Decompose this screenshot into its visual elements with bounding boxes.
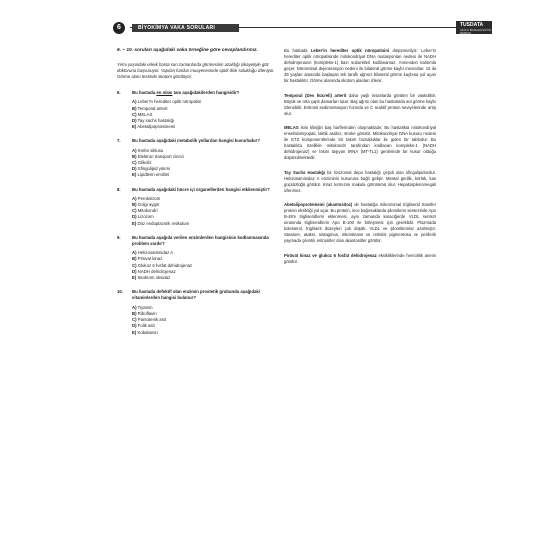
explanation-abetalipoproteinemia: Abetalipoproteinemi (akantositoz) de hastalığa mikrozomal trigliserid transfer protein eksikliği yol açar. Bu protein, ince bağırsaklarda şilomikron sentezinde Apo B-48'e trigliseridlerin eklenmesi, aynı zamanda karaciğerde VLDL sentezi sırasında trigliseridlerin Apo B-100 ile birleşmesi için gereklidir. Plazmada kolesterol, trigliserit düzeyleri çok düşük, VLDL ve şilomikronlar azalmıştır. Steatore, ataksi, nistagmus, inkontinans ve retinitis pigmentosa ve periferik yaymada çıkıntılı eritrositler olan akantositler görülür. (284, 201, 436, 244)
option-a: A) Krebs siklusu (132, 147, 164, 153)
option-a: A) Tiyamin (132, 304, 153, 310)
question-stem: Bu hastada aşağıdaki metabolik yollardan hangisi kusurludur? (132, 138, 260, 144)
question-6 (117, 90, 275, 130)
question-number: 8. (117, 186, 121, 192)
option-b: B) Riboflavin (132, 310, 157, 316)
option-e: E) Sitokrom oksidaz (132, 275, 171, 281)
option-c: C) MELAS (132, 111, 153, 117)
option-b: B) Pirüvat kinaz (132, 256, 163, 262)
option-e: E) Abetalipoproteinemi (132, 124, 176, 130)
explanation-melas: MELAS ismi kliniğin baş harflerinden oluşmaktadır. Bu hastalıkta mitokondriyal ensefalomiyopati, laktik asidoz, strokе görülür. Mitokondriyal DNA kusuru nedeni ile ETZ komponentlerinde bir takım bozukluklar ile giden bir tablodur. Bu hastalıkta özellikle mitokondri tarafından kodlanan kompleks-1 (NADH dehidrojenaz) ve lösini taşıyan tRNA (MT-TL1) genlerinde bir kusur olduğu düşünülmektedir. (284, 124, 436, 161)
option-a: A) Peroksizom (132, 195, 161, 201)
option-a: A) Hekzosaminidaz A (132, 250, 174, 256)
logo-subtext: SAĞLIK BİLİMLERİ EĞİTİM MERKEZİ (460, 29, 492, 35)
question-8 (117, 187, 275, 227)
question-stem: Bu hastada en olası tanı aşağıdakilerden hangisidir? (132, 90, 240, 96)
question-10 (117, 289, 275, 335)
section-title: BİYOKİMYA VAKA SORULARI (132, 24, 239, 32)
question-number: 6. (117, 90, 121, 96)
question-stem: Bu hastada aşağıdaki hücre içi organellerden hangisi etkilenmiştir? (132, 186, 270, 192)
option-d: D) Tay sachs hastalığı (132, 118, 175, 124)
explanations-column (284, 48, 436, 273)
explanation-pyruvate-kinase-g6pd: Pirüvat kinaz ve glukoz 6 fosfat dehidrojenaz eksikliklerinde hemolitik anemi görülür. (284, 252, 436, 264)
question-7 (117, 138, 275, 178)
option-e: E) Düz endoplazmik retikulum (132, 220, 190, 226)
option-b: B) Temporal arterit (132, 105, 168, 111)
option-c: C) Glukoz 6 fosfat dehidrojenaz (132, 262, 193, 268)
option-d: D) NADH dehidrojenaz (132, 268, 176, 274)
option-d: D) Lizozom (132, 214, 154, 220)
questions-column (117, 48, 275, 344)
explanation-temporal-arteritis: Temporal (Dev hücreli) arterit daha yaşlı insanlarda görülen bir vaskülittir. Büyük ve orta çaplı damarları tutar. Baş ağrısı olan bu hastalarda ani görme kaybı izlenebilir. Eritrosit sedimentasyon hızında ve C reaktif protein seviyelerinde artış olur. (284, 92, 436, 116)
option-c: C) Glikoliz (132, 160, 152, 166)
question-9 (117, 235, 275, 281)
option-e: E) Kobalamin (132, 329, 158, 335)
logo-text: TUSDATA (460, 22, 484, 28)
option-b: B) Golgi aygıtı (132, 202, 160, 208)
publisher-logo (456, 21, 492, 34)
question-stem: Bu hastada defektif olan enzimin prostetik grubunda aşağıdaki vitaminlerden hangisi bulunur? (132, 289, 260, 301)
question-number: 10. (117, 289, 123, 295)
option-d: D) Sfingolipid yıkımı (132, 166, 171, 172)
explanation-leber: Bu hastada Leber'in herediter optik nöropatisini düşünmeliyiz: Leber'in herediter optik nöropatisinde mitokondriyal DNA mutasyonları nedeni ile NADH dehidrojenazın (kompleks-1) bazı subunitleri kodlanamaz. Annenden kalıtımla geçer. Nöroretinal dejenerasyon nedeni ile bilateral görme kaybı mevcuttur. 15 ila 35 yaşları arasında başlayan tek taraflı ağrısız bilateral görme kaybına yol açan bir hastalıktır. Görme alanında skotom alanları izlenir. (284, 48, 436, 84)
question-stem: Bu hastada aşağıda verilen enzimlerden hangisinin kodlanmasında problem vardır? (132, 234, 269, 247)
option-c: C) Pantotenik asit (132, 317, 166, 323)
option-a: A) Leber'in herediter optik nöropatisi (132, 99, 202, 105)
page-number-badge: 6 (113, 22, 125, 34)
question-number: 7. (117, 138, 121, 144)
instructions: 6. – 10. soruları aşağıdaki vaka örneğine göre cevaplandırınız. (117, 48, 258, 53)
option-c: C) Mitokondri (132, 208, 158, 214)
option-e: E) Lipidlerin emilimi (132, 172, 170, 178)
option-b: B) Elektron transport zinciri (132, 153, 184, 159)
case-description: Yirmi yaşındaki erkek hasta son zamanlarda görmesinin azaldığı şikayetiyle göz doktoruna başvuruyor. Yapılan fundus muayenesinde optik disk solukluğu izleniyor. Görme alanı testinde skotom görülüyor. (117, 61, 275, 79)
explanation-tay-sachs: Tay Sachs Hastalığı bir lizozomal depo hastalığı çeşidi olan sfingolipidozdur. Hekzosaminidaz A enziminin kusuruna bağlı gelişir. Mental gerilik, körlük, kas güçsüzlüğü görülür. Kiraz kırmızısı makula görünümü olur. Hepatosplenomegali izlenmez. (284, 169, 436, 193)
option-d: D) Folik asit (132, 323, 155, 329)
question-number: 9. (117, 234, 121, 240)
